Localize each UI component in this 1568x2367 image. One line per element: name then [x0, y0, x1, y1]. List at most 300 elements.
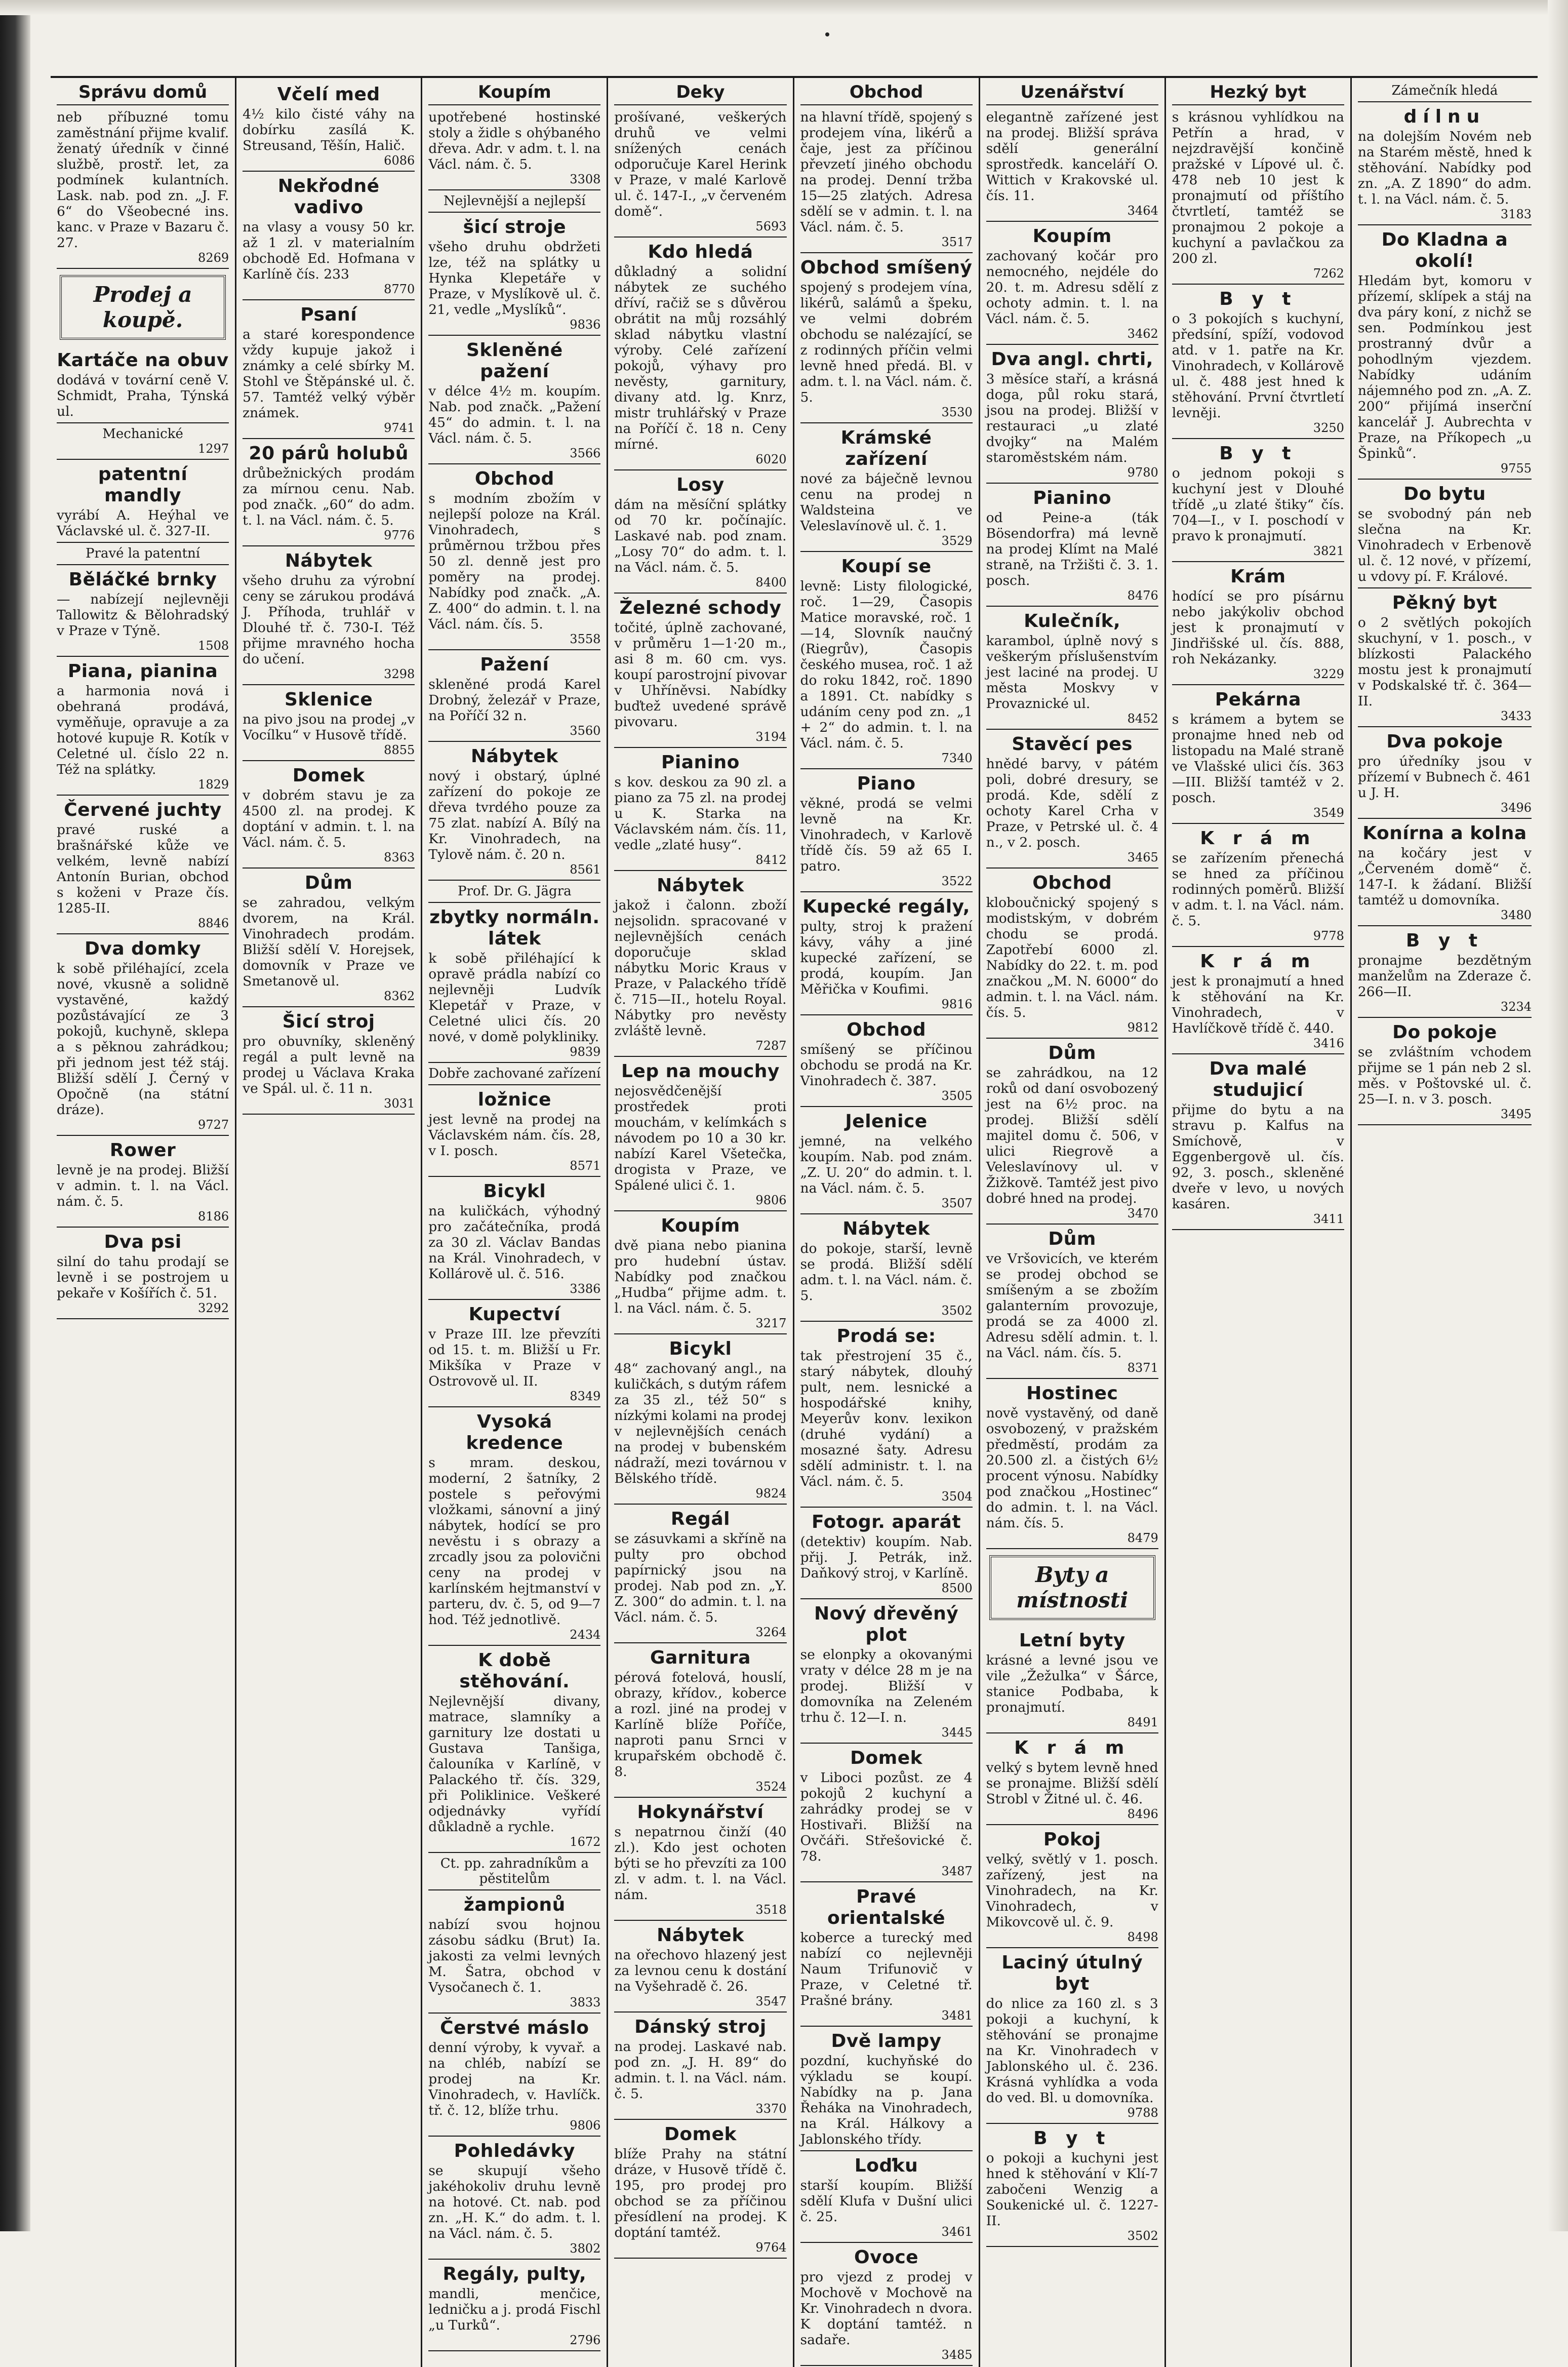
classified-ad [243, 686, 415, 761]
classified-ad [800, 2028, 973, 2151]
ad-text: o 3 pokojích s kuchyní, předsíní, spíží, vodovod atd. v 1. patře na Kr. Vinohradech, v Kollárově ul. č. 488 jest hned k stěhování. První čtvrtletí levněji. [1172, 311, 1344, 421]
ad-text: na kuličkách, výhodný pro začátečníka, prodá za 30 zl. Václav Bandas na Král. Vinohradech, v Kollárově ul. č. 516. [428, 1203, 601, 1282]
ad-text: na pivo jsou na prodej „v Vocílku“ v Husově třídě. [243, 712, 415, 743]
classified-ad [614, 595, 786, 748]
ad-headline: patentní mandly [98, 464, 188, 506]
ad-headline: Ovoce [854, 2247, 919, 2268]
ad-headline: dílnu [1403, 106, 1486, 127]
ad-text: všeho druhu za výrobní ceny se zárukou prodává J. Příhoda, truhlář v Dlouhé tř. č. 730-I. Též přijme mravného hocha do učení. [243, 573, 415, 667]
ad-number: 3480 [1500, 908, 1532, 922]
classified-ad [986, 608, 1158, 730]
ad-text: na hlavní třídě, spojený s prodejem vína, likérů a čaje, jest za příčinou převzetí jiného obchodu na prodej. Denní tržba 15—25 zlatých. Adresa sdělí se v admin. t. l. na Václ. nám. č. 5. [800, 109, 973, 235]
scan-edge-left [0, 0, 30, 2231]
ad-headline: Obchod [474, 468, 554, 489]
ad-headline: Do Kladna a okolí! [1381, 229, 1508, 271]
ad-text: upotřebené hostinské stoly a židle s ohýbaného dřeva. Adr. v adm. t. l. na Václ. nám. č. 5. [428, 109, 601, 172]
ad-number: 3518 [755, 1903, 787, 1917]
ad-text: s kov. deskou za 90 zl. a piano za 75 zl. na prodej u K. Starka na Václavském nám. čís. 11, vedle „zlaté husy“. [614, 774, 787, 853]
column-8 [1352, 78, 1538, 2367]
ad-headline: 20 párů holubů [249, 443, 409, 464]
classified-ad [614, 1506, 786, 1643]
ad-headline: K r á m [1014, 1738, 1131, 1758]
ad-number: 3292 [198, 1301, 229, 1315]
classified-ad [57, 566, 229, 657]
ad-number: 1829 [198, 777, 229, 792]
ad-number: 3560 [570, 724, 601, 738]
classified-ad [986, 1226, 1158, 1379]
ad-text: s modním zbožím v nejlepší poloze na Král. Vinohradech, s průměrnou tržbou přes 50 zl. denně jest pro poměry na prodej. Nabídky pod značk. „A. Z. 400“ do admin. t. l. na Václ. nám. čís. 5. [428, 491, 601, 632]
ad-text: na dolejším Novém neb na Starém městě, hned k stěhování. Nabídky pod zn. „A. Z 1890“ do adm. t. l. na Václ. nám. č. 5. [1357, 129, 1532, 207]
ad-headline: Do bytu [1403, 484, 1486, 504]
ad-text: 4½ kilo čisté váhy na dobírku zasílá K. Streusand, Těšín, Halič. [243, 106, 415, 153]
ad-headline: Pěkný byt [1392, 593, 1498, 613]
ad-text: pro obuvníky, skleněný regál a pult levně na prodej u Václava Kraka ve Spál. ul. č. 11 n. [243, 1034, 415, 1096]
ad-number: 8363 [384, 850, 415, 864]
ad-headline: ložnice [477, 1089, 551, 1110]
ad-text: koberce a turecký med nabízí co nejlevněji Naum Trifunovič v Praze, v Celetné tř. Prašné brány. [800, 1930, 973, 2008]
ad-headline: Krám [1230, 566, 1286, 587]
ad-text: drůbežnických prodám za mírnou cenu. Nab. pod značk. „60“ do adm. t. l. na Václ. nám. č. 5. [243, 465, 415, 528]
ad-number: 9806 [570, 2118, 601, 2133]
classified-ad [986, 731, 1158, 869]
ad-headline: Dům [304, 873, 353, 893]
ad-number: 8500 [941, 1581, 973, 1595]
ad-text: — nabízejí nejlevněji Tallowitz & Bělohradský v Praze v Týně. [57, 591, 229, 639]
classified-ad [800, 1509, 973, 1599]
ad-number: 8362 [384, 989, 415, 1003]
ad-headline: Nábytek [842, 1218, 930, 1239]
ad-headline: Laciný útulný byt [1001, 1952, 1143, 1994]
classified-ad [614, 1058, 786, 1211]
classified-ad [428, 214, 600, 336]
classified-ad [428, 743, 600, 881]
ad-text: pérová fotelová, houslí, obrazy, křídov., koberce a rozl. jiné na prodej v Karlíně blíže Poříče, naproti panu Srnci v krupařském obchodě č. 8. [614, 1670, 787, 1780]
ad-number: 3502 [1127, 2229, 1158, 2243]
ad-headline: Krámské zařízení [840, 427, 932, 469]
ad-number: 3517 [941, 235, 973, 249]
ad-number: 1508 [198, 639, 229, 653]
ad-text: do nlice za 160 zl. s 3 pokoji a kuchyní, k stěhování se pronajme na Kr. Vinohradech v Jablonského ul. č. 236. Krásná vyhlídka a voda do ved. Bl. u domovníka. [986, 1996, 1158, 2106]
ad-text: jakož i čalonn. zboží nejsolidn. spracované v nejlevnějších cenách doporučuje sklad nábytku Moric Kraus v Praze, v Palackého třídě č. 715—II., hotelu Royal. Nábytky pro nevěsty zvláště levně. [614, 897, 787, 1039]
classified-ad [800, 1600, 973, 1744]
ad-number: 3524 [755, 1780, 787, 1794]
ad-text: tak přestrojení 35 č., starý nábytek, dlouhý pult, nem. lesnické a hospodářské knihy, Meyerův konv. lexikon (druhé vydání) a mosazné šaty. Adresu sdělí administr. t. l. na Václ. nám. č. 5. [800, 1348, 973, 1489]
ad-number: 3411 [1313, 1212, 1344, 1226]
ad-note: Ct. pp. zahradníkům a pěstitelům [440, 1856, 589, 1886]
ad-text: smíšený se příčinou obchodu se prodá na Kr. Vinohradech č. 387. [800, 1042, 973, 1089]
ad-text: spojený s prodejem vína, likérů, salámů a špeku, ve velmi dobrém obchodu se nalézající, se z rodinných příčin velmi levně hned předá. Bl. v adm. t. l. na Václ. nám. č. 5. [800, 280, 973, 405]
ad-headline: Stavěcí pes [1012, 734, 1133, 755]
ad-headline: Losy [676, 475, 725, 495]
ad-number: 3229 [1313, 667, 1344, 681]
ad-headline: Nábytek [657, 1925, 744, 1946]
classified-ad [57, 1229, 229, 1319]
page-mark [825, 32, 829, 36]
ad-headline: Piana, pianina [67, 661, 218, 682]
ad-number: 3487 [941, 1864, 973, 1878]
classified-ad [614, 239, 786, 470]
classified-ad [614, 471, 786, 594]
ad-headline: Prodá se: [836, 1326, 936, 1347]
ad-headline: Pokoj [1043, 1829, 1101, 1850]
ad-number: 9776 [384, 528, 415, 542]
ad-headline: Nábytek [470, 746, 558, 767]
ad-number: 3194 [755, 730, 787, 744]
ad-number: 3485 [941, 2348, 973, 2362]
column-4 [608, 78, 794, 2367]
ad-number: 3558 [570, 632, 601, 646]
section-header-prodej: Prodej a koupě. [60, 275, 226, 340]
ad-number: 8855 [384, 743, 415, 757]
classified-ad [614, 1922, 786, 2013]
ad-number: 3445 [941, 1725, 973, 1740]
ad-headline: Domek [292, 765, 365, 786]
column-6 [980, 78, 1166, 2367]
ad-number: 3416 [1313, 1036, 1344, 1050]
ad-number: 3496 [1500, 801, 1532, 815]
classified-ad [1172, 686, 1344, 824]
classified-ad [428, 1086, 600, 1177]
ad-headline: Obchod smíšený [800, 257, 973, 278]
classified-ad [614, 1335, 786, 1505]
ad-text: s nepatrnou činží (40 zl.). Kdo jest ochoten býti se ho převzíti za 100 zl. v adm. t. l. na Václ. nám. [614, 1824, 787, 1903]
classified-ad [1172, 825, 1344, 947]
classified-ad [428, 337, 600, 464]
ad-text: silní do tahu prodají se levně i se postrojem u pekaře v Košířích č. 51. [57, 1254, 229, 1301]
ad-text: nový i obstarý, úplné zařízení do pokoje ze dřeva tvrdého pouze za 75 zlat. nabízí A. Bílý na Kr. Vinohradech, na Tylově nám. č. 20 n. [428, 768, 601, 862]
ad-note: Zámečník hledá [1391, 83, 1498, 98]
classified-ad [1358, 1019, 1532, 1125]
ad-number: 2796 [570, 2333, 601, 2347]
ad-headline: Obchod [847, 1019, 926, 1040]
classified-ad [800, 553, 973, 769]
classified-ad [800, 1108, 973, 1214]
ad-note: Prof. Dr. G. Jägra [458, 884, 572, 899]
column-title: Koupím [428, 81, 600, 105]
ad-text: se zahrádkou, na 12 roků od daní osvobozený jest na 6½ proc. na prodej. Bližší sdělí majitel domu č. 506, v ulici Riegrově a Veleslavínovy ul. v Žižkově. Tamtéž jest pivo dobré hned na prodej. [986, 1065, 1158, 1206]
ad-number: 8479 [1127, 1531, 1158, 1545]
ad-headline: Koupím [1032, 226, 1112, 247]
ad-headline: B y t [1219, 443, 1297, 464]
classified-ad [986, 223, 1158, 345]
ad-text: pravé ruské a brašnářské kůže ve velkém, levně nabízí Antonín Burian, obchod s koženi v Praze čís. 1285-II. [57, 822, 229, 916]
classified-ad [57, 424, 229, 460]
ad-text: skleněné prodá Karel Drobný, železář v Praze, na Poříčí 32 n. [428, 677, 601, 724]
ad-number: 6086 [384, 153, 415, 168]
ad-number: 3529 [941, 534, 973, 548]
ad-number: 3462 [1127, 327, 1158, 341]
classified-ad [57, 797, 229, 934]
classified-ad [986, 346, 1158, 484]
ad-headline: žampionů [463, 1895, 566, 1915]
ad-text: na prodej. Laskavé nab. pod zn. „J. H. 89“ do admin. t. l. na Václ. nám. č. 5. [614, 2039, 787, 2102]
ad-number: 8561 [570, 862, 601, 877]
ad-number: 3495 [1500, 1107, 1532, 1121]
ad-text: levně: Listy filologické, roč. 1—29, Časopis Matice moravské, roč. 1—14, Slovník naučný (Riegrův), Časopis českého musea, roč. 1 až do roku 1842, roč. 1890 a 1891. Ct. nabídky s udáním ceny pod zn. „1 + 2“ do admin. t. l. na Václ. nám. č. 5. [800, 578, 973, 751]
ad-headline: Pianino [1033, 488, 1112, 508]
ad-text: velký, světlý v 1. posch. zařízený, jest na Vinohradech, na Kr. Vinohradech, v Mikovcově ul. č. 9. [986, 1851, 1158, 1930]
classified-ad [986, 2125, 1158, 2247]
column-5 [794, 78, 980, 2367]
classified-ad [57, 461, 229, 543]
ad-text: se elonpky a okovanými vraty v délce 28 m je na prodej. Bližší v domovníka na Zeleném trhu č. 12—I. n. [800, 1647, 973, 1725]
classified-ad [1358, 728, 1532, 819]
classified-ad [1172, 440, 1344, 562]
scan-edge-top [0, 0, 1568, 15]
ad-number: 8846 [198, 916, 229, 930]
ad-text: a staré korespondence vždy kupuje jakož i známky a celé sbírky M. Stohl ve Štěpánské ul. č. 57. Tamtéž velký výběr známek. [243, 327, 415, 421]
ad-text: mandli, menčice, ledničku a j. prodá Fischl „u Turků“. [428, 2286, 601, 2333]
classified-ad [57, 107, 229, 269]
ad-number: 1672 [570, 1835, 601, 1849]
ad-text: k sobě přiléhající, zcela nové, vkusně a solidně vystavěné, každý pozůstávající ze 3 pokojů, kuchyně, sklepa a s pěknou zahrádkou; při jednom jest též stáj. Bližší sdělí J. Černý v Opočně (na státní dráze). [57, 961, 229, 1118]
ad-text: zachovaný kočár pro nemocného, nejdéle do 20. t. m. Adresu sdělí z ochoty admin. t. l. na Václ. nám. č. 5. [986, 248, 1158, 327]
classified-ad [428, 1647, 600, 1853]
ad-text: do pokoje, starší, levně se prodá. Bližší sdělí adm. t. l. na Václ. nám. č. 5. [800, 1241, 973, 1304]
ad-headline: Pažení [480, 654, 549, 675]
ad-number: 3522 [941, 874, 973, 888]
classified-ad [57, 935, 229, 1136]
ad-text: na ořechovo hlazený jest za levnou cenu k dostání na Vyšehradě č. 26. [614, 1947, 787, 1994]
classified-ad [986, 107, 1158, 222]
ad-number: 8498 [1127, 1930, 1158, 1944]
classified-ad [1172, 286, 1344, 439]
ad-text: jest levně na prodej na Václavském nám. čís. 28, v I. posch. [428, 1112, 601, 1159]
ad-number: 3217 [755, 1316, 787, 1330]
ad-text: dvě piana nebo pianina pro hudební ústav. Nabídky pod značkou „Hudba“ přijme adm. t. l. na Václ. nám. č. 5. [614, 1238, 787, 1316]
classified-ad [614, 749, 786, 871]
classified-ad [1358, 103, 1532, 225]
classified-ad [243, 870, 415, 1007]
ad-headline: Regály, pulty, [443, 2264, 587, 2284]
classified-ad [1172, 948, 1344, 1054]
ad-headline: Letní byty [1019, 1630, 1125, 1651]
ad-headline: Koupím [661, 1215, 740, 1236]
ad-text: hnědé barvy, v pátém poli, dobré dresury, se prodá. Kde, sdělí z ochoty Karel Crha v Praze, v Petrské ul. č. 4 n., v 2. posch. [986, 756, 1158, 850]
ad-number: 9755 [1500, 461, 1532, 476]
ad-number: 8412 [755, 853, 787, 867]
ad-headline: Jelenice [845, 1111, 928, 1132]
ad-headline: Nový dřevěný plot [814, 1603, 959, 1645]
ad-headline: Železné schody [619, 598, 782, 618]
ad-headline: Dánský stroj [634, 2017, 767, 2037]
classified-ad [800, 254, 973, 423]
classified-ad [986, 1826, 1158, 1948]
classified-ad [428, 465, 600, 650]
ad-number: 3250 [1313, 421, 1344, 435]
classified-ad [986, 1949, 1158, 2124]
ad-text: na vlasy a vousy 50 kr. až 1 zl. v materialním obchodě Ed. Hofmana v Karlíně čís. 233 [243, 219, 415, 282]
column-3 [422, 78, 608, 2367]
ad-headline: Hokynářství [637, 1802, 764, 1823]
classified-ad [986, 870, 1158, 1039]
classified-ad [614, 107, 786, 238]
ad-number: 3505 [941, 1089, 973, 1103]
ad-number: 3298 [384, 667, 415, 681]
classified-ad [614, 1799, 786, 1921]
ad-text: nejosvědčenější prostředek proti mouchám, v kelímkách s návodem po 10 a 30 kr. nabízí Karel Všetečka, drogista v Praze, ve Spálené ulici č. 1. [614, 1083, 787, 1193]
ad-number: 3234 [1500, 1000, 1532, 1014]
ad-number: 8269 [198, 251, 229, 265]
ad-number: 9824 [755, 1486, 787, 1501]
ad-number: 8476 [1127, 588, 1158, 603]
ad-text: v délce 4½ m. koupím. Nab. pod značk. „Pažení 45“ do admin. t. l. na Václ. nám. č. 5. [428, 383, 601, 446]
ad-number: 3504 [941, 1489, 973, 1504]
classified-ad [428, 651, 600, 742]
ad-headline: Dvě lampy [831, 2031, 942, 2052]
classified-ad [614, 2014, 786, 2120]
classified-ad [1172, 107, 1344, 285]
classified-ad [986, 1734, 1158, 1825]
classified-ad [1358, 481, 1532, 588]
ad-headline: Bicykl [669, 1338, 732, 1359]
ad-number: 8452 [1127, 712, 1158, 726]
classified-ad [428, 191, 600, 213]
column-1 [51, 78, 236, 2367]
ad-headline: Vysoká kredence [466, 1411, 564, 1453]
ad-headline: Dva malé studujicí [1209, 1058, 1307, 1100]
classified-ad [243, 173, 415, 300]
ad-text: se skupují všeho jakéhokoliv druhu levně na hotové. Ct. nab. pod zn. „H. K.“ do adm. t. l. na Václ. nám. č. 5. [428, 2163, 601, 2241]
ad-number: 2434 [570, 1628, 601, 1642]
classified-ad [428, 2015, 600, 2137]
ad-text: nové za báječně levnou cenu na prodej n Waldsteina ve Veleslavínově ul. č. 1. [800, 471, 973, 534]
column-title: Deky [614, 81, 786, 105]
ad-headline: Nekřodné vadivo [277, 176, 380, 218]
classified-ad [243, 1008, 415, 1115]
ad-text: v Liboci pozůst. ze 4 pokojů 2 kuchyní a zahrádky prodej se v Hostivaři. Bližší na Ovčáři. Střešovické č. 78. [800, 1770, 973, 1864]
classified-ad [614, 1644, 786, 1798]
ad-headline: K době stěhování. [459, 1650, 570, 1692]
classified-ad [800, 893, 973, 1015]
classified-ad [57, 347, 229, 423]
ad-number: 5693 [755, 219, 787, 233]
ad-headline: Domek [850, 1748, 923, 1768]
ad-headline: Kupectví [468, 1304, 561, 1325]
ad-headline: Včelí med [277, 84, 380, 105]
ad-headline: Dva domky [85, 938, 202, 959]
ad-text: nabízí svou hojnou zásobu sádku (Brut) Ia. jakosti za velmi levných M. Šatra, obchod v Vysočanech č. 1. [428, 1917, 601, 1995]
ad-headline: Obchod [1032, 873, 1112, 893]
classified-ad [800, 2244, 973, 2366]
classified-ad [800, 107, 973, 253]
ad-headline: Pekárna [1215, 689, 1301, 710]
ad-headline: Rower [109, 1140, 176, 1161]
classified-ad [57, 1137, 229, 1228]
ad-text: kloboučnický spojený s modistským, v dobrém chodu se prodá. Zapotřebí 6000 zl. Nabídky do 22. t. m. pod značkou „M. N. 6000“ do admin. t. l. na Václ. nám. čís. 5. [986, 895, 1158, 1020]
ad-text: točité, úplně zachované, v průměru 1—1·20 m., asi 8 m. 60 cm. vys. koupí parostrojní pivovar v Uhříněvsi. Nabídky buďtež uvedené správě pivovaru. [614, 620, 787, 730]
ad-text: jest k pronajmutí a hned k stěhování na Kr. Vinohradech, v Havlíčkově třídě č. 440. [1172, 973, 1344, 1036]
ad-headline: Koupí se [841, 556, 932, 577]
ad-headline: Skleněné pažení [466, 340, 563, 382]
ad-text: blíže Prahy na státní dráze, v Husově třídě č. 195, pro prodej pro obchod se za příčinou přesídlení na prodej. K doptání tamtéž. [614, 2146, 787, 2240]
ad-headline: Garnitura [650, 1647, 751, 1668]
ad-number: 3507 [941, 1196, 973, 1210]
ad-number: 3031 [384, 1096, 415, 1111]
ad-headline: Nábytek [285, 550, 373, 571]
ad-text: se zvláštním vchodem přijme se 1 pán neb 2 sl. měs. v Poštovské ul. č. 25—I. n. v 3. posch. [1357, 1044, 1532, 1107]
ad-number: 3308 [570, 172, 601, 186]
ad-number: 3566 [570, 446, 601, 460]
ad-text: levně je na prodej. Bližší v admin. t. l. na Václ. nám. č. 5. [57, 1162, 229, 1209]
ad-text: se zařízením přenechá se hned za příčinou rodinných poměrů. Bližší v adm. t. l. na Václ. nám. č. 5. [1172, 850, 1344, 929]
ad-number: 9806 [755, 1193, 787, 1207]
ad-headline: K r á m [1200, 951, 1316, 972]
ad-headline: Domek [664, 2124, 737, 2145]
classified-ad [428, 1301, 600, 1407]
ad-text: Hledám byt, komoru v přízemí, sklípek a stáj na dva páry koní, z nichž se sen. Podmínkou jest prostranný dvůr a pohodlným vjezdem. Nabídky udáním nájemného pod zn. „A. Z. 200“ přijímá inserční kancelář J. Aubrechta v Praze, na Příkopech „u Špinků“. [1357, 273, 1532, 461]
ad-text: elegantně zařízené jest na prodej. Bližší správa sdělí generální sprostředk. kanceláří O. Wittich v Krakovské ul. čís. 11. [986, 109, 1158, 204]
classified-ad [986, 485, 1158, 607]
ad-number: 8770 [384, 282, 415, 296]
ad-headline: Kdo hledá [648, 242, 753, 262]
ad-text: dodává v tovární ceně V. Schmidt, Praha, Týnská ul. [57, 372, 229, 419]
ad-text: o 2 světlých pokojích skuchyní, v 1. posch., v blízkosti Palackého mostu jest k pronajmutí v Podskalské tř. č. 364—II. [1357, 615, 1532, 709]
ad-headline: Kulečník, [1024, 611, 1121, 632]
column-7 [1166, 78, 1352, 2367]
ad-number: 1297 [198, 442, 229, 456]
ad-text: důkladný a solidní nábytek ze suchého dříví, račiž se s důvěrou obrátit na můj rozsáhlý sklad nábytku vlastní výroby. Celé zařízení pokojů, výhavy pro nevěsty, garnitury, divany atd. lg. Knrz, mistr truhlářský v Praze na Poříčí č. 18 n. Ceny mírné. [614, 264, 787, 452]
ad-note: Pravé la patentní [86, 546, 200, 561]
ad-number: 3833 [570, 1995, 601, 2009]
ad-headline: Pravé orientalské [827, 1886, 946, 1928]
ad-number: 9741 [384, 421, 415, 435]
ad-number: 9764 [755, 2240, 787, 2255]
ad-number: 9836 [570, 318, 601, 332]
ad-text: karambol, úplně nový s veškerým příslušenstvím jest laciné na prodej. U města Moskvy v Provaznické ul. [986, 633, 1158, 712]
ad-number: 3530 [941, 405, 973, 419]
ad-number: 3464 [1127, 204, 1158, 218]
ad-text: jemné, na velkého koupím. Nab. pod znám. „Z. U. 20“ do admin. t. l. na Václ. nám. č. 5. [800, 1133, 973, 1196]
ad-headline: Do pokoje [1392, 1022, 1497, 1043]
ad-headline: Dva pokoje [1386, 731, 1503, 752]
ad-headline: šicí stroje [463, 217, 566, 238]
classified-ad [428, 1854, 600, 1890]
ad-text: ve Vršovicích, ve kterém se prodej obchod se smíšeným a se zbožím galanterním provozuje, prodá se za 4000 zl. Adresu sdělí admin. t. l. na Václ. nám. čís. 5. [986, 1251, 1158, 1361]
classified-ad [986, 1380, 1158, 1549]
classified-ad [614, 1212, 786, 1334]
ad-number: 9788 [1127, 2106, 1158, 2120]
ad-text: od Peine-a (ták Bösendorfra) má levně na prodej Klímt na Malé straně, na Tržišti č. 3. 1. posch. [986, 510, 1158, 588]
ad-text: o pokoji a kuchyni jest hned k stěhování v Klí-7 zabočeni Wenzig a Soukenické ul. č. 1227-II. [986, 2150, 1158, 2229]
classified-ad [800, 1745, 973, 1882]
ad-number: 3821 [1313, 544, 1344, 558]
ad-headline: Piano [857, 773, 916, 794]
classified-ad [800, 1323, 973, 1508]
ad-text: denní výroby, k vyvař. a na chléb, nabízí se prodej na Kr. Vinohradech, v. Havlíčk. tř. č. 12, blíže trhu. [428, 2040, 601, 2118]
classified-ad [57, 544, 229, 565]
classified-ad [986, 1040, 1158, 1225]
ad-note: Dobře zachované zařízení [428, 1066, 601, 1081]
ad-headline: Lep na mouchy [621, 1061, 780, 1082]
ad-headline: Pohledávky [454, 2141, 576, 2161]
ad-headline: Fotogr. aparát [812, 1512, 961, 1532]
ad-text: neb příbuzné tomu zaměstnání přijme kvalif. ženatý úředník v činné službě, prostř. let, za podmínek kulantních. Lask. nab. pod zn. „J. F. 6“ do Všeobecné ins. kanc. v Praze v Bazaru č. 27. [57, 109, 229, 251]
classified-ad [428, 904, 600, 1063]
column-title: Hezký byt [1172, 81, 1344, 105]
ad-number: 3264 [755, 1625, 787, 1639]
classified-ad [57, 658, 229, 796]
ad-headline: Regál [670, 1509, 730, 1529]
ad-headline: Kartáče na obuv [57, 350, 229, 371]
classified-ad [800, 424, 973, 552]
ad-text: pozdní, kuchyňské do výkladu se koupí. Nabídky na p. Jana Řeháka na Vinohradech, na Král. Hálkovy a Jablonského třídy. [800, 2053, 973, 2147]
ad-text: velký s bytem levně hned se pronajme. Bližší sdělí Strobl v Žitné ul. č. 46. [986, 1760, 1158, 1807]
classified-ad [1358, 226, 1532, 480]
classified-ad [800, 1215, 973, 1322]
ad-text: krásné a levné jsou ve vile „Žežulka“ v Šárce, stanice Podbaba, k pronajmutí. [986, 1652, 1158, 1715]
ad-number: 8491 [1127, 1715, 1158, 1729]
